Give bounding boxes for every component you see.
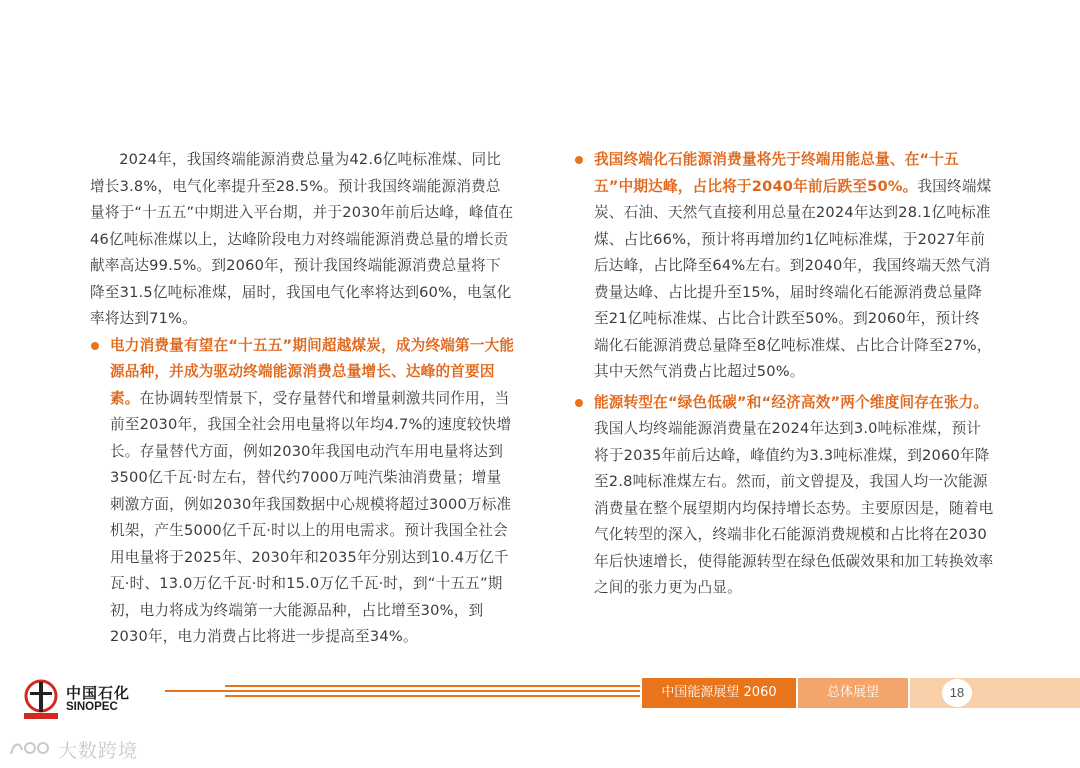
decorative-stripes: [165, 685, 640, 700]
left-column: [90, 147, 515, 651]
page-number-bar: [910, 678, 1080, 708]
bullet-body: 在协调转型情景下，受存量替代和增量刺激共同作用，当前至2030年，我国全社会用电量将以年均4.7%的速度较快增长。存量替代方面，例如2030年我国电动汽车用电量将达到3500亿千瓦·时左右，替代约7000万吨汽柴油消费量；增量刺激方面，例如2030年我国数据中心规模将超过3000万标准机架，产生5000亿千瓦·时以上的用电需求。预计我国全社会用电量将于2025年、2030年和2035年分别达到10.4万亿千瓦·时、13.0万亿千瓦·时和15.0万亿千瓦·时，到“十五五”期初，电力将成为终端第一大能源品种，占比增至30%，到2030年，电力消费占比将进一步提高至34%。: [110, 389, 512, 645]
bullet-body: 我国人均终端能源消费量在2024年达到3.0吨标准煤，预计将于2035年前后达峰，峰值约为3.3吨标准煤，到2060年降至2.8吨标准煤左右。然而，前文曾提及，我国人均一次能源消费量在整个展望期内均保持增长态势。主要原因是，随着电气化转型的深入，终端非化石能源消费规模和占比将在2030年后快速增长，使得能源转型在绿色低碳效果和加工转换效率之间的张力更为凸显。: [594, 420, 994, 596]
watermark-text: 大数跨境: [58, 740, 139, 762]
watermark-logo-icon: [8, 738, 54, 758]
right-column: [574, 147, 994, 602]
logo-english-name: SINOPEC: [66, 701, 118, 713]
bullet-dot-icon: [575, 156, 583, 164]
bullet-highlight: 电力消费量有望在“十五五”期间超越煤炭，成为终端第一大能源品种，并成为驱动终端能源消费总量增长、达峰的首要因素。: [110, 336, 515, 407]
sinopec-emblem-icon: [22, 678, 60, 720]
bullet-dot-icon: [575, 399, 583, 407]
intro-paragraph: 2024年，我国终端能源消费总量为42.6亿吨标准煤、同比增长3.8%，电气化率提升至28.5%。预计我国终端能源消费总量将于“十五五”中期进入平台期，并于2030年前后达峰，峰值在46亿吨标准煤以上，达峰阶段电力对终端能源消费总量的增长贡献率高达99.5%。到2060年，预计我国终端能源消费总量将下降至31.5亿吨标准煤，届时，我国电气化率将达到60%，电氢化率将达到71%。: [90, 151, 514, 327]
bullet-point-transition: [574, 390, 994, 602]
page-number: 18: [942, 679, 972, 707]
bullet-dot-icon: [91, 342, 99, 350]
sinopec-logo: [22, 678, 132, 722]
bullet-body: 我国终端煤炭、石油、天然气直接利用总量在2024年达到28.1亿吨标准煤、占比66%，预计将再增加约1亿吨标准煤，于2027年前后达峰，占比降至64%左右。到2040年，我国终端天然气消费量达峰、占比提升至15%，届时终端化石能源消费总量降至21亿吨标准煤、占比合计跌至50%。到2060年，预计终端化石能源消费总量降至8亿吨标准煤、占比合计降至27%，其中天然气消费占比超过50%。: [594, 177, 992, 380]
bullet-highlight: 能源转型在“绿色低碳”和“经济高效”两个维度间存在张力。: [594, 393, 989, 411]
page-footer: [0, 668, 1080, 728]
bullet-point-fossil: [574, 147, 994, 386]
section-title: 总体展望: [798, 678, 908, 708]
bullet-highlight: 我国终端化石能源消费量将先于终端用能总量、在“十五五”中期达峰，占比将于2040年前后跌至50%。: [594, 151, 959, 195]
logo-chinese-name: 中国石化: [66, 684, 131, 702]
watermark: [8, 736, 178, 760]
bullet-point-electricity: [90, 333, 515, 651]
publication-title: 中国能源展望 2060: [642, 678, 796, 708]
